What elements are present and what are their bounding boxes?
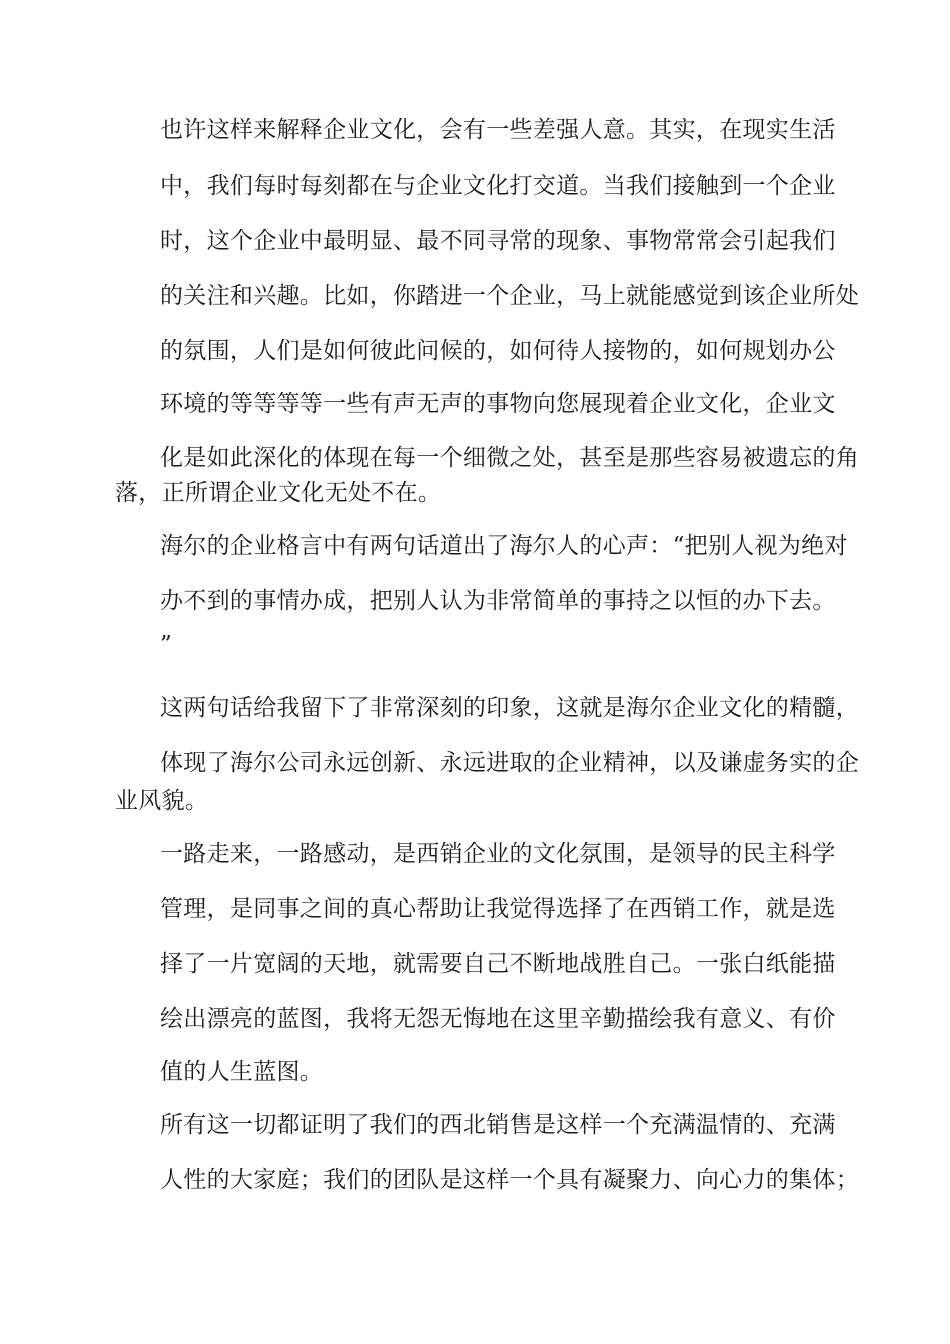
paragraph-4-line-4: 绘出漂亮的蓝图，我将无怨无悔地在这里辛勤描绘我有意义、有价 (160, 1006, 836, 1032)
paragraph-1-line-1: 也许这样来解释企业文化，会有一些差强人意。其实，在现实生活 (160, 117, 836, 143)
paragraph-4-line-1: 一路走来，一路感动，是西销企业的文化氛围，是领导的民主科学 (160, 841, 836, 867)
paragraph-4-line-5: 值的人生蓝图。 (160, 1059, 324, 1085)
paragraph-2-line-3: ” (160, 632, 173, 658)
paragraph-3-line-2: 体现了海尔公司永远创新、永远进取的企业精神，以及谦虚务实的企 (160, 750, 859, 776)
paragraph-1-line-5: 的氛围，人们是如何彼此问候的，如何待人接物的，如何规划办公 (160, 338, 836, 364)
paragraph-1-line-2: 中，我们每时每刻都在与企业文化打交道。当我们接触到一个企业 (160, 173, 836, 199)
paragraph-4-line-3: 择了一片宽阔的天地，就需要自己不断地战胜自己。一张白纸能描 (160, 951, 836, 977)
paragraph-3-line-1: 这两句话给我留下了非常深刻的印象，这就是海尔企业文化的精髓， (160, 695, 859, 721)
paragraph-2-line-1: 海尔的企业格言中有两句话道出了海尔人的心声：“把别人视为绝对 (160, 533, 848, 559)
paragraph-5-line-1: 所有这一切都证明了我们的西北销售是这样一个充满温情的、充满 (160, 1112, 836, 1138)
paragraph-3-line-3: 业风貌。 (115, 788, 209, 814)
paragraph-1-line-3: 时，这个企业中最明显、最不同寻常的现象、事物常常会引起我们 (160, 228, 836, 254)
paragraph-5-line-2: 人性的大家庭；我们的团队是这样一个具有凝聚力、向心力的集体； (160, 1167, 859, 1193)
paragraph-4-line-2: 管理，是同事之间的真心帮助让我觉得选择了在西销工作，就是选 (160, 896, 836, 922)
paragraph-2-line-2: 办不到的事情办成，把别人认为非常简单的事持之以恒的办下去。 (160, 588, 836, 614)
paragraph-1-line-8: 落，正所谓企业文化无处不在。 (115, 480, 442, 506)
paragraph-1-line-4: 的关注和兴趣。比如，你踏进一个企业，马上就能感觉到该企业所处 (160, 283, 859, 309)
paragraph-1-line-6: 环境的等等等等一些有声无声的事物向您展现着企业文化，企业文 (160, 391, 836, 417)
paragraph-1-line-7: 化是如此深化的体现在每一个细微之处，甚至是那些容易被遗忘的角 (160, 445, 859, 471)
